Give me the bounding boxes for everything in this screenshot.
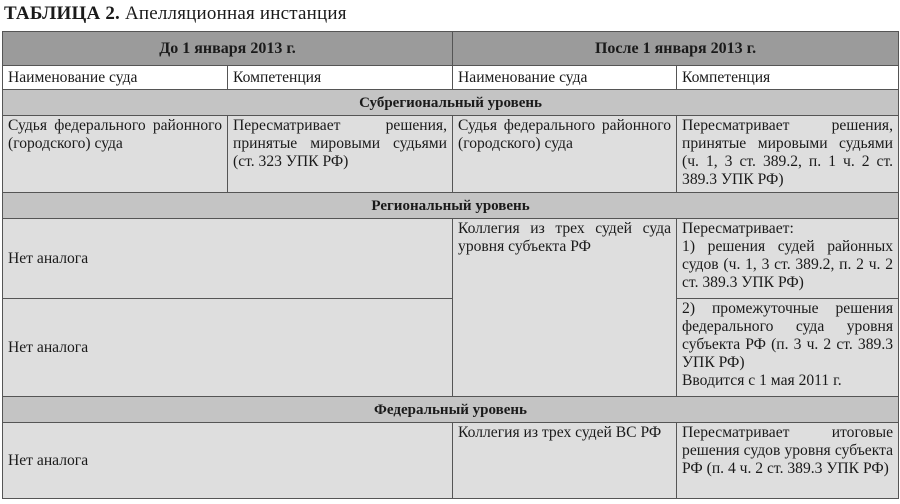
table-caption: Апелляционная инстанция bbox=[124, 3, 347, 24]
regional-after-competence-intro: Пересматривает: bbox=[682, 220, 794, 237]
federal-after-competence: Пересматривает итоговые решения судов уровня субъекта РФ (п. 4 ч. 2 ст. 389.3 УПК РФ) bbox=[677, 423, 899, 499]
table-number: ТАБЛИЦА 2. bbox=[4, 3, 120, 24]
section-heading-row bbox=[3, 397, 899, 423]
section-regional: Региональный уровень bbox=[3, 193, 899, 219]
regional-before-row1: Нет аналога bbox=[3, 219, 453, 299]
col-competence-before: Компетенция bbox=[228, 66, 453, 90]
section-heading-row bbox=[3, 90, 899, 116]
period-before: До 1 января 2013 г. bbox=[3, 32, 453, 66]
regional-after-competence-1 bbox=[677, 219, 899, 299]
regional-after-court: Коллегия из трех судей суда уровня субъекта РФ bbox=[453, 219, 677, 397]
regional-before-row2: Нет аналога bbox=[3, 299, 453, 397]
table-row bbox=[3, 116, 899, 193]
federal-before: Нет аналога bbox=[3, 423, 453, 499]
table-title bbox=[4, 3, 347, 25]
period-header-row bbox=[3, 32, 899, 66]
subregional-after-competence: Пересматривает решения, принятые мировыми судьями (ч. 1, 3 ст. 389.2, п. 1 ч. 2 ст. 389.3 УПК РФ) bbox=[677, 116, 899, 193]
col-competence-after: Компетенция bbox=[677, 66, 899, 90]
subregional-after-court: Судья федерального районного (городского) суда bbox=[453, 116, 677, 193]
table-row bbox=[3, 423, 899, 499]
col-court-name-before: Наименование суда bbox=[3, 66, 228, 90]
section-heading-row bbox=[3, 193, 899, 219]
regional-after-competence-note: Вводится с 1 мая 2011 г. bbox=[682, 372, 842, 389]
subregional-before-competence: Пересматривает решения, принятые мировыми судьями (ст. 323 УПК РФ) bbox=[228, 116, 453, 193]
period-after: После 1 января 2013 г. bbox=[453, 32, 899, 66]
section-subregional: Субрегиональный уровень bbox=[3, 90, 899, 116]
section-federal: Федеральный уровень bbox=[3, 397, 899, 423]
regional-after-competence-item-1: 1) решения судей районных судов (ч. 1, 3 ст. 389.2, п. 2 ч. 2 ст. 389.3 УПК РФ) bbox=[682, 238, 894, 291]
table-row bbox=[3, 299, 899, 397]
column-header-row bbox=[3, 66, 899, 90]
appeal-instance-table bbox=[2, 31, 899, 499]
col-court-name-after: Наименование суда bbox=[453, 66, 677, 90]
regional-after-competence-item-2: 2) промежуточные решения федерального суда уровня субъекта РФ (п. 3 ч. 2 ст. 389.3 УПК РФ) bbox=[682, 300, 894, 371]
subregional-before-court: Судья федерального районного (городского) суда bbox=[3, 116, 228, 193]
table-row bbox=[3, 219, 899, 299]
federal-after-court: Коллегия из трех судей ВС РФ bbox=[453, 423, 677, 499]
regional-after-competence-2 bbox=[677, 299, 899, 397]
